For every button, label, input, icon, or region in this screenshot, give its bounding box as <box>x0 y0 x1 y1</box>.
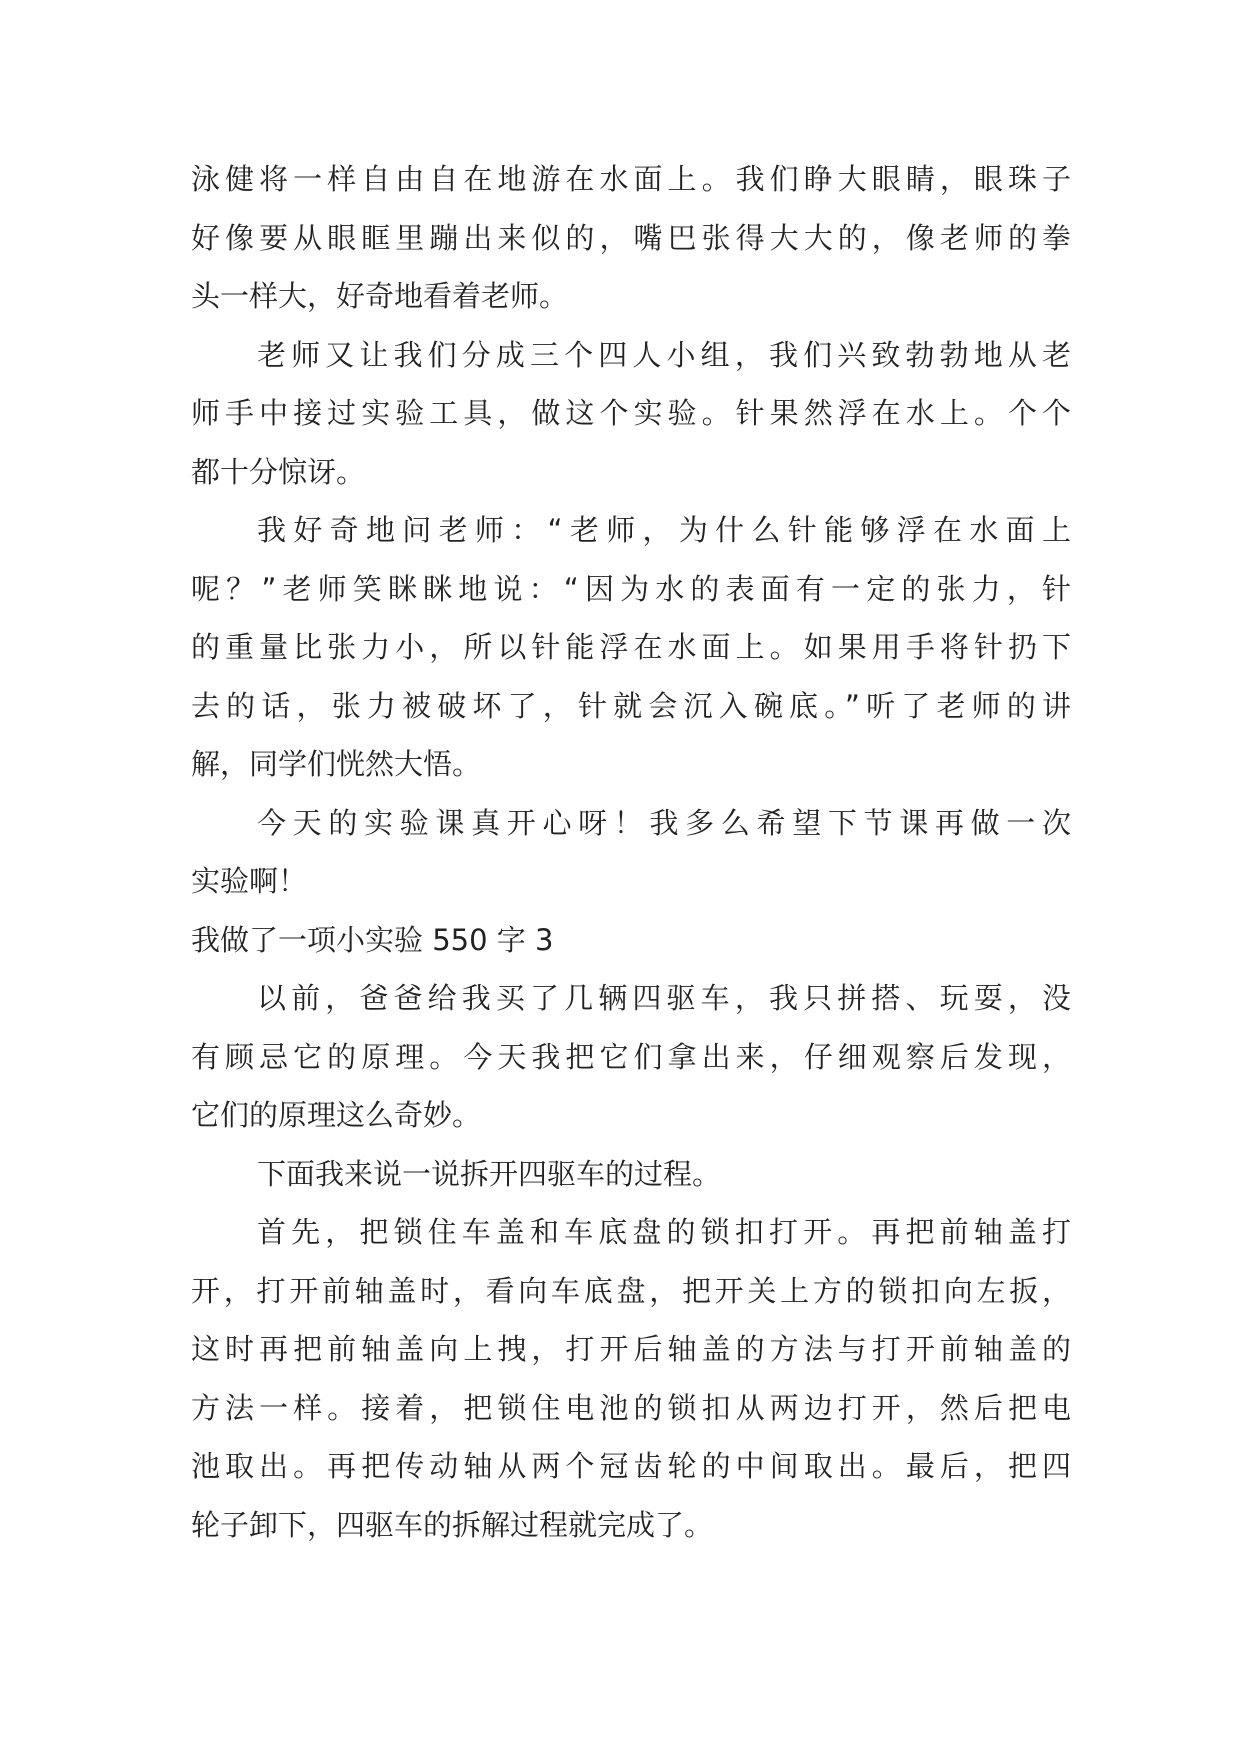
text-line: 的重量比张力小，所以针能浮在水面上。如果用手将针扔下 <box>191 630 1071 664</box>
text-line: 都十分惊讶。 <box>191 454 366 489</box>
paragraph <box>191 150 1071 326</box>
text-line: 老师又让我们分成三个四人小组，我们兴致勃勃地从老 <box>257 337 1071 372</box>
text-line: 呢？”老师笑眯眯地说：“因为水的表面有一定的张力，针 <box>191 571 1071 606</box>
paragraph <box>191 501 1071 794</box>
text-line: 解，同学们恍然大悟。 <box>191 747 482 781</box>
text-line: 实验啊！ <box>191 864 308 898</box>
text-line: 下面我来说一说拆开四驱车的过程。 <box>257 1156 722 1191</box>
paragraph <box>191 1145 1071 1204</box>
text-line: 池取出。再把传动轴从两个冠齿轮的中间取出。最后，把四 <box>191 1449 1071 1483</box>
text-line: 开，打开前轴盖时，看向车底盘，把开关上方的锁扣向左扳， <box>191 1273 1071 1308</box>
text-line: 头一样大，好奇地看着老师。 <box>191 279 569 313</box>
text-line: 轮子卸下，四驱车的拆解过程就完成了。 <box>191 1507 714 1542</box>
text-line: 师手中接过实验工具，做这个实验。针果然浮在水上。个个 <box>191 396 1071 430</box>
section-heading: 我做了一项小实验 550 字 3 <box>191 922 554 957</box>
paragraph <box>191 326 1071 502</box>
text-line: 这时再把前轴盖向上拽，打开后轴盖的方法与打开前轴盖的 <box>191 1332 1071 1366</box>
text-line: 我好奇地问老师：“老师，为什么针能够浮在水面上 <box>257 513 1071 547</box>
text-line: 首先，把锁住车盖和车底盘的锁扣打开。再把前轴盖打 <box>257 1215 1071 1249</box>
text-line: 今天的实验课真开心呀！我多么希望下节课再做一次 <box>257 805 1071 840</box>
text-line: 去的话，张力被破坏了，针就会沉入碗底。”听了老师的讲 <box>191 688 1071 723</box>
paragraph <box>191 1203 1071 1554</box>
text-line: 有顾忌它的原理。今天我把它们拿出来，仔细观察后发现， <box>191 1039 1071 1074</box>
text-line: 以前，爸爸给我买了几辆四驱车，我只拼搭、玩耍，没 <box>257 981 1071 1015</box>
paragraph <box>191 794 1071 911</box>
document-body <box>191 150 1071 1554</box>
text-line: 泳健将一样自由自在地游在水面上。我们睁大眼睛，眼珠子 <box>191 162 1071 196</box>
text-line: 好像要从眼眶里蹦出来似的，嘴巴张得大大的，像老师的拳 <box>191 220 1071 255</box>
text-line: 它们的原理这么奇妙。 <box>191 1098 482 1132</box>
text-line: 方法一样。接着，把锁住电池的锁扣从两边打开，然后把电 <box>191 1390 1071 1425</box>
paragraph <box>191 969 1071 1145</box>
